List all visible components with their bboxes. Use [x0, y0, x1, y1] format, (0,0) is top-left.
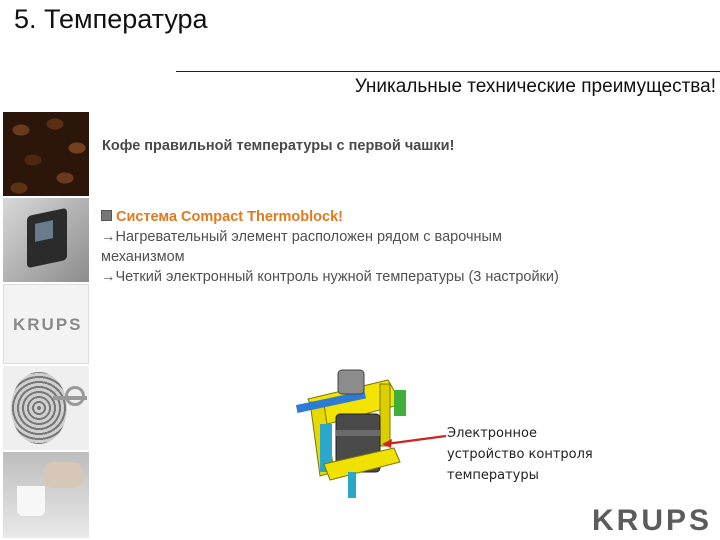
feature-line-continued: механизмом	[101, 249, 185, 265]
arrow-right-icon: →	[101, 229, 116, 245]
feature-block	[101, 207, 701, 287]
frame-strut	[380, 384, 390, 446]
checkbox-bullet-icon	[101, 210, 112, 221]
heater-band	[336, 430, 380, 436]
arrow-right-icon: →	[101, 269, 116, 285]
callout-text	[447, 423, 593, 486]
pointer-arrow	[386, 436, 446, 444]
feature-line	[101, 227, 701, 247]
slide-subtitle: Уникальные технические преимущества!	[354, 76, 716, 97]
header-divider	[176, 71, 720, 72]
callout-line: устройство контроля	[447, 447, 593, 462]
lower-pipe	[348, 472, 356, 498]
callout-line: температуры	[447, 468, 539, 483]
thermoblock-diagram	[290, 344, 450, 504]
lead-text: Кофе правильной температуры с первой чашки!	[102, 138, 455, 154]
coffee-beans-photo	[3, 112, 89, 196]
green-block	[394, 390, 406, 416]
feature-title: Система Compact Thermoblock!	[116, 209, 343, 225]
brand-tile	[3, 284, 89, 364]
sidebar-logo-text: KRUPS	[13, 315, 83, 334]
hand-shape	[43, 462, 83, 488]
feature-line-text: Нагревательный элемент расположен рядом с варочным	[115, 229, 502, 245]
krups-logo: KRUPS	[591, 504, 712, 537]
top-cylinder	[338, 370, 364, 394]
disc-shape	[11, 372, 67, 444]
feature-title-row	[101, 207, 701, 227]
key-ring-shape	[65, 386, 85, 406]
machine-panel-photo	[3, 198, 89, 282]
feature-line	[101, 267, 701, 287]
slide-title: 5. Температура	[14, 4, 208, 34]
cup-shape	[17, 486, 45, 516]
feature-line-text: Четкий электронный контроль нужной температуры (3 настройки)	[115, 269, 559, 285]
callout-line: Электронное	[447, 426, 537, 441]
grinder-disc-photo	[3, 366, 89, 450]
display-shape	[35, 220, 53, 242]
cup-photo	[3, 452, 89, 538]
